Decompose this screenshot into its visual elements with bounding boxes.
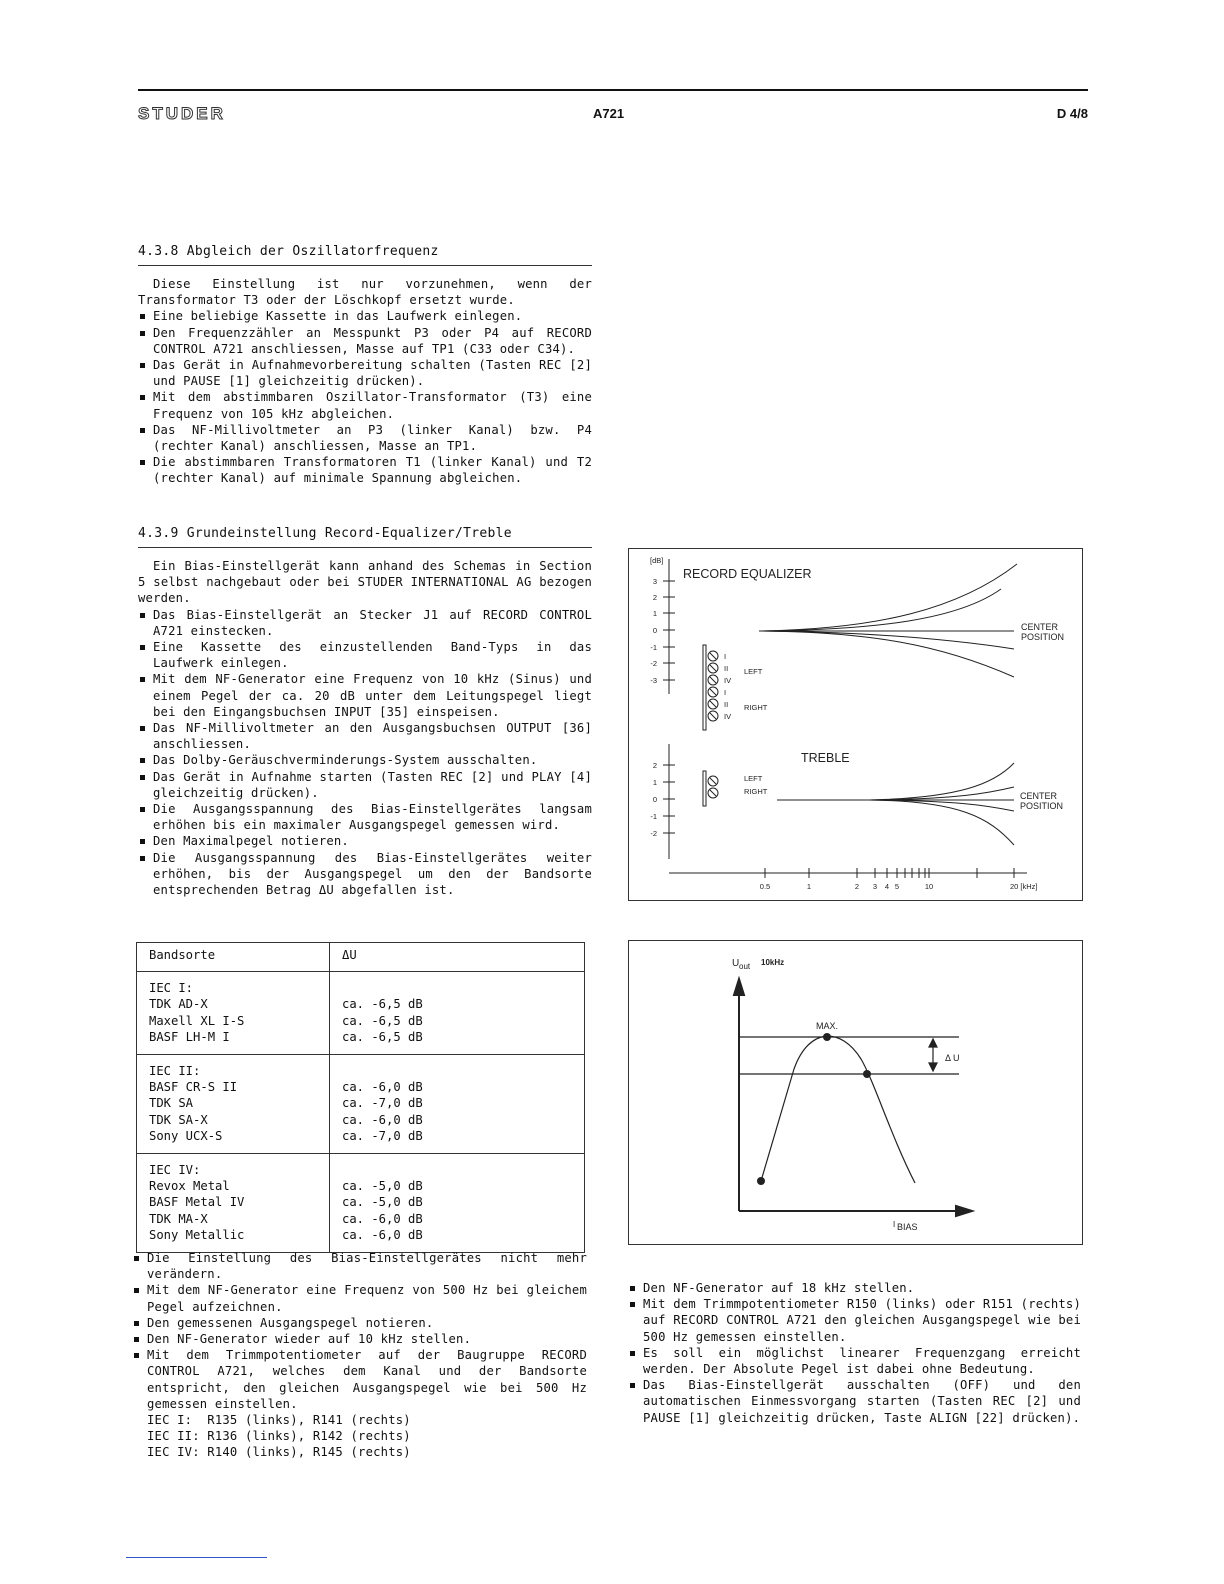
delta-u-value: ca. -6,0 dB <box>342 1227 423 1242</box>
delta-u-value: ca. -6,5 dB <box>342 1029 423 1044</box>
table-row <box>137 1154 584 1253</box>
after-table-steps <box>132 1250 587 1412</box>
tick-label: -3 <box>650 676 657 685</box>
list-item: Die Einstellung des Bias-Einstellgerätes nicht mehr verändern. <box>132 1250 587 1282</box>
max-label: MAX. <box>816 1021 839 1031</box>
list-item: Das Gerät in Aufnahme starten (Tasten REC [2] und PLAY [4] gleichzeitig drücken). <box>138 769 592 801</box>
pot-label: I <box>724 688 727 697</box>
list-item: Mit dem Trimmpotentiometer auf der Baugruppe RECORD CONTROL A721, welches dem Kanal und der Bandsorte entspricht, den gleichen Ausgangspegel wie bei 500 Hz gemessen einstellen. <box>132 1347 587 1412</box>
bias-diagram <box>628 940 1083 1245</box>
equalizer-svg <box>629 549 1081 899</box>
tick-label: 1 <box>652 778 657 787</box>
tick-label: -2 <box>650 659 657 668</box>
list-item: Den Frequenzzähler an Messpunkt P3 oder P4 auf RECORD CONTROL A721 anschliessen, Masse auf TP1 (C33 oder C34). <box>138 325 592 357</box>
delta-u-value: ca. -7,0 dB <box>342 1128 423 1143</box>
section-438-body <box>138 276 592 487</box>
tape-table <box>136 942 585 1253</box>
header-rule <box>138 89 1088 91</box>
x-tick-label: 3 <box>872 882 878 891</box>
trimmer-line: IEC II: R136 (links), R142 (rechts) <box>147 1429 411 1444</box>
studer-logo: STUDER <box>138 104 226 123</box>
tape-table-grid <box>137 943 584 1252</box>
list-item: Das Gerät in Aufnahmevorbereitung schalten (Tasten REC [2] und PAUSE [1] gleichzeitig drücken). <box>138 357 592 389</box>
tape-name: Sony Metallic <box>149 1227 245 1242</box>
table-row <box>137 1055 584 1154</box>
y-axis-subscript: out <box>739 962 751 971</box>
tape-name: BASF LH-M I <box>149 1029 230 1044</box>
list-item: Mit dem NF-Generator eine Frequenz von 10 kHz (Sinus) und einem Pegel der ca. 20 dB unter dem Leitungspegel liegt bei den Eingangsbuchsen INPUT [35] einspeisen. <box>138 671 592 720</box>
tape-name: TDK MA-X <box>149 1211 208 1226</box>
list-item: Den gemessenen Ausgangspegel notieren. <box>132 1315 587 1331</box>
delta-u-value: ca. -5,0 dB <box>342 1179 423 1194</box>
position-label: POSITION <box>1021 632 1065 642</box>
table-header-bandsorte: Bandsorte <box>137 943 330 972</box>
tape-name: Maxell XL I-S <box>149 1013 245 1028</box>
tick-label: 3 <box>652 577 657 586</box>
list-item: Mit dem abstimmbaren Oszillator-Transformator (T3) eine Frequenz von 105 kHz abgleichen. <box>138 389 592 421</box>
tape-name: Revox Metal <box>149 1179 230 1194</box>
list-item: Den Maximalpegel notieren. <box>138 833 592 849</box>
y-axis-label: U <box>732 958 740 969</box>
after-table-body <box>132 1250 587 1461</box>
right-steps <box>628 1280 1081 1426</box>
x-axis-label: I <box>893 1220 896 1229</box>
list-item: Den NF-Generator wieder auf 10 kHz stellen. <box>132 1331 587 1347</box>
x-tick-label: 5 <box>894 882 900 891</box>
x-tick-label: 2 <box>854 882 860 891</box>
x-tick-label: 4 <box>884 882 890 891</box>
delta-u-label: Δ U <box>945 1053 960 1063</box>
tick-label: 2 <box>652 593 657 602</box>
right-label: RIGHT <box>744 703 768 712</box>
section-438-rule <box>138 265 592 266</box>
delta-u-value: ca. -6,5 dB <box>342 997 423 1012</box>
tape-name: BASF CR-S II <box>149 1080 238 1095</box>
section-439-body <box>138 558 592 898</box>
pot-label: II <box>724 664 729 673</box>
table-row <box>137 972 584 1055</box>
pot-label: II <box>724 700 729 709</box>
y-axis-note: 10kHz <box>761 958 785 967</box>
table-header-delta-u: ΔU <box>330 943 585 972</box>
list-item: Das Bias-Einstellgerät ausschalten (OFF) und den automatischen Einmessvorgang starten (Tasten REC [2] und PAUSE [1] gleichzeitig drücken, Taste ALIGN [22] drücken). <box>628 1377 1081 1426</box>
db-unit-label: [dB] <box>650 556 664 565</box>
bias-svg <box>629 941 1081 1243</box>
tick-label: -1 <box>650 643 657 652</box>
list-item: Das Dolby-Geräuschverminderungs-System ausschalten. <box>138 752 592 768</box>
tick-label: -1 <box>650 812 657 821</box>
left-label: LEFT <box>744 667 763 676</box>
delta-u-value: ca. -6,5 dB <box>342 1013 423 1028</box>
list-item: Das NF-Millivoltmeter an den Ausgangsbuchsen OUTPUT [36] anschliessen. <box>138 720 592 752</box>
list-item: Eine beliebige Kassette in das Laufwerk einlegen. <box>138 308 592 324</box>
treble-title: TREBLE <box>801 751 850 765</box>
center-label: CENTER <box>1021 622 1059 632</box>
section-439-title: 4.3.9 Grundeinstellung Record-Equalizer/Treble <box>138 526 512 541</box>
x-axis-subscript: BIAS <box>897 1222 918 1232</box>
delta-u-value: ca. -6,0 dB <box>342 1112 423 1127</box>
x-tick-label: 1 <box>806 882 812 891</box>
footer-link-line <box>126 1557 267 1558</box>
x-tick-label: 10 <box>924 882 934 891</box>
list-item: Mit dem Trimmpotentiometer R150 (links) oder R151 (rechts) auf RECORD CONTROL A721 den gleichen Ausgangspegel wie bei 500 Hz gemessen einstellen. <box>628 1296 1081 1345</box>
eq-title: RECORD EQUALIZER <box>683 567 812 581</box>
section-439-rule <box>138 547 592 548</box>
x-tick-label: 0.5 <box>759 882 771 891</box>
section-438-title: 4.3.8 Abgleich der Oszillatorfrequenz <box>138 244 439 259</box>
treble-left-label: LEFT <box>744 774 763 783</box>
tape-name: BASF Metal IV <box>149 1195 245 1210</box>
list-item: Die abstimmbaren Transformatoren T1 (linker Kanal) und T2 (rechter Kanal) auf minimale Spannung abgleichen. <box>138 454 592 486</box>
group-name: IEC IV: <box>149 1163 201 1178</box>
list-item: Die Ausgangsspannung des Bias-Einstellgerätes weiter erhöhen, bis der Ausgangspegel um den der Bandsorte entsprechenden Betrag ΔU abgefallen ist. <box>138 850 592 899</box>
pot-label: IV <box>724 676 732 685</box>
group-name: IEC II: <box>149 1064 201 1079</box>
model-number: A721 <box>593 106 625 121</box>
tape-name: TDK SA <box>149 1096 194 1111</box>
equalizer-diagram <box>628 548 1083 901</box>
pot-label: I <box>724 652 727 661</box>
potentiometer-icons <box>708 651 718 721</box>
section-439-intro: Ein Bias-Einstellgerät kann anhand des Schemas in Section 5 selbst nachgebaut oder bei STUDER INTERNATIONAL AG bezogen werden. <box>138 559 592 606</box>
tape-name: TDK AD-X <box>149 997 208 1012</box>
tick-label: 0 <box>652 795 657 804</box>
list-item: Es soll ein möglichst linearer Frequenzgang erreicht werden. Der Absolute Pegel ist dabei ohne Bedeutung. <box>628 1345 1081 1377</box>
tick-label: -2 <box>650 829 657 838</box>
delta-u-value: ca. -5,0 dB <box>342 1195 423 1210</box>
list-item: Den NF-Generator auf 18 kHz stellen. <box>628 1280 1081 1296</box>
page-number: D 4/8 <box>1056 106 1088 121</box>
trimmer-line: IEC I: R135 (links), R141 (rechts) <box>147 1413 411 1428</box>
right-steps-body <box>628 1280 1081 1426</box>
x-tick-label: 20 [kHz] <box>1010 882 1038 891</box>
list-item: Eine Kassette des einzustellenden Band-Typs in das Laufwerk einlegen. <box>138 639 592 671</box>
position-label: POSITION <box>1020 801 1064 811</box>
list-item: Mit dem NF-Generator eine Frequenz von 500 Hz bei gleichem Pegel aufzeichnen. <box>132 1282 587 1314</box>
trimmer-line: IEC IV: R140 (links), R145 (rechts) <box>147 1445 411 1460</box>
tick-label: 2 <box>652 761 657 770</box>
list-item: Das NF-Millivoltmeter an P3 (linker Kanal) bzw. P4 (rechter Kanal) anschliessen, Masse an TP1. <box>138 422 592 454</box>
section-439-steps <box>138 607 592 899</box>
pot-label: IV <box>724 712 732 721</box>
tape-name: TDK SA-X <box>149 1112 208 1127</box>
group-name: IEC I: <box>149 981 194 996</box>
section-438-intro: Diese Einstellung ist nur vorzunehmen, wenn der Transformator T3 oder der Löschkopf ersetzt wurde. <box>138 277 592 308</box>
delta-u-value: ca. -6,0 dB <box>342 1080 423 1095</box>
tick-label: 1 <box>652 609 657 618</box>
section-438-steps <box>138 308 592 486</box>
list-item: Die Ausgangsspannung des Bias-Einstellgerätes langsam erhöhen bis ein maximaler Ausgangspegel gemessen wird. <box>138 801 592 833</box>
list-item: Das Bias-Einstellgerät an Stecker J1 auf RECORD CONTROL A721 einstecken. <box>138 607 592 639</box>
tape-name: Sony UCX-S <box>149 1128 223 1143</box>
center-label: CENTER <box>1020 791 1058 801</box>
delta-u-value: ca. -7,0 dB <box>342 1096 423 1111</box>
tick-label: 0 <box>652 626 657 635</box>
treble-right-label: RIGHT <box>744 787 768 796</box>
delta-u-value: ca. -6,0 dB <box>342 1211 423 1226</box>
